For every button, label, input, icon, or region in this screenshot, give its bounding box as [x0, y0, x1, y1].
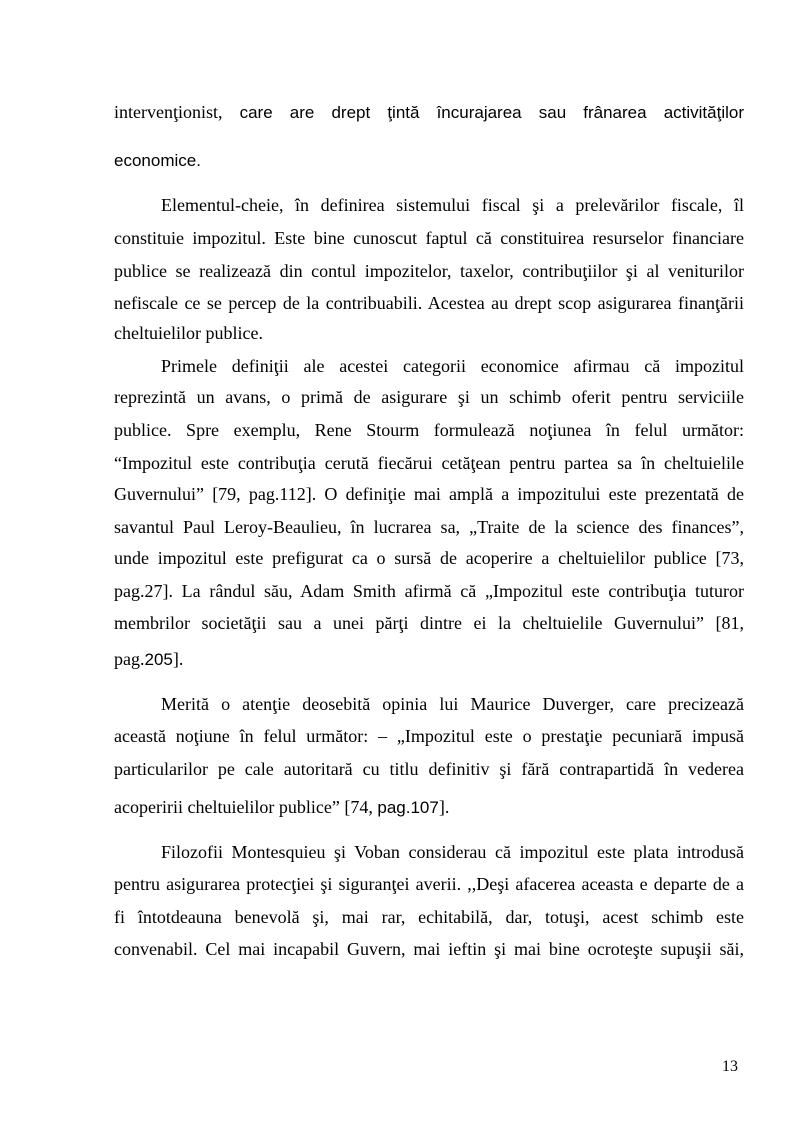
text-run: convenabil. Cel mai incapabil Guvern, mai ieftin şi mai bine ocroteşte supuşii săi, — [114, 939, 744, 959]
text-run: nefiscale ce se percep de la contribuabili. Acestea au drept scop asigurarea finanţării — [114, 293, 744, 313]
text-run: Elementul-cheie, în definirea sistemului fiscal şi a prelevărilor fiscale, îl — [161, 195, 744, 215]
text-run: publice. Spre exemplu, Rene Stourm formulează noţiunea în felul următor: — [114, 420, 744, 440]
text-run: această noţiune în felul următor: – „Impozitul este o prestaţie pecuniară impusă — [114, 726, 744, 746]
text-line — [114, 612, 744, 634]
text-run: pentru asigurarea protecţiei şi siguranţei averii. ,,Deşi afacerea aceasta e departe de a — [114, 874, 744, 894]
text-run: particularilor pe cale autoritară cu titlu definitiv şi fără contrapartidă în vederea — [114, 759, 744, 779]
text-run: reprezintă un avans, o primă de asigurare şi un schimb oferit pentru serviciile — [114, 387, 744, 407]
text-run: Primele definiţii ale acestei categorii economice afirmau că impozitul — [161, 356, 744, 376]
text-line — [161, 194, 744, 216]
text-line — [114, 938, 744, 960]
page-number: 13 — [722, 1058, 738, 1075]
text-line — [114, 149, 744, 172]
text-run: constituie impozitul. Este bine cunoscut faptul că constituirea resurselor financiare — [114, 228, 744, 248]
text-line — [114, 322, 744, 344]
text-run: ]. — [438, 797, 450, 817]
text-run: savantul Paul Leroy-Beaulieu, în lucrarea sa, „Traite de la science des finances”, — [114, 517, 744, 537]
text-run: Filozofii Montesquieu şi Voban considerau că impozitul este plata introdusă — [161, 842, 744, 862]
text-line — [114, 725, 744, 747]
text-run: cheltuielilor publice. — [114, 323, 263, 343]
text-line — [114, 452, 744, 474]
text-line — [114, 227, 744, 249]
text-line — [114, 547, 744, 569]
text-run: unde impozitul este prefigurat ca o sursă de acoperire a cheltuielilor publice [73, — [114, 548, 744, 568]
text-line — [114, 483, 744, 505]
text-run: membrilor societăţii sau a unei părţi dintre ei la cheltuielile Guvernului” [81, — [114, 613, 744, 633]
text-run: acoperirii cheltuielilor publice” [74, — [114, 797, 378, 817]
text-line — [114, 101, 744, 124]
text-run: intervenţionist, — [114, 102, 223, 122]
text-line — [114, 873, 744, 895]
text-line — [114, 580, 744, 602]
text-run: Guvernului” [79, pag.112]. O definiţie mai amplă a impozitului este prezentată de — [114, 484, 744, 504]
text-line — [114, 906, 744, 928]
text-line — [114, 758, 744, 780]
text-run: pag.27]. La rândul său, Adam Smith afirmă că „Impozitul este contribuţia tuturor — [114, 581, 744, 601]
text-run: pag. — [114, 649, 145, 669]
text-line — [161, 355, 744, 377]
text-line — [114, 648, 744, 671]
text-line — [114, 796, 744, 819]
text-line — [161, 693, 744, 715]
text-line — [114, 419, 744, 441]
text-run-sans: 205 — [144, 650, 173, 669]
text-run: “Impozitul este contribuţia cerută fiecărui cetăţean pentru partea sa în cheltuielile — [114, 453, 744, 473]
text-line — [114, 516, 744, 538]
text-line — [114, 292, 744, 314]
text-run-sans: care are drept ţintă încurajarea sau frânarea activităţilor — [222, 103, 744, 122]
text-run: fi întotdeauna benevolă şi, mai rar, echitabilă, dar, totuşi, acest schimb este — [114, 907, 744, 927]
text-run-sans: pag.107 — [377, 798, 439, 817]
text-run-sans: economice. — [114, 151, 201, 170]
text-line — [161, 841, 744, 863]
text-run: Merită o atenţie deosebită opinia lui Maurice Duverger, care precizează — [161, 694, 744, 714]
text-run: publice se realizează din contul impozitelor, taxelor, contribuţiilor şi al veniturilor — [114, 261, 744, 281]
text-run: ]. — [172, 649, 184, 669]
text-line — [114, 386, 744, 408]
text-line — [114, 260, 744, 282]
